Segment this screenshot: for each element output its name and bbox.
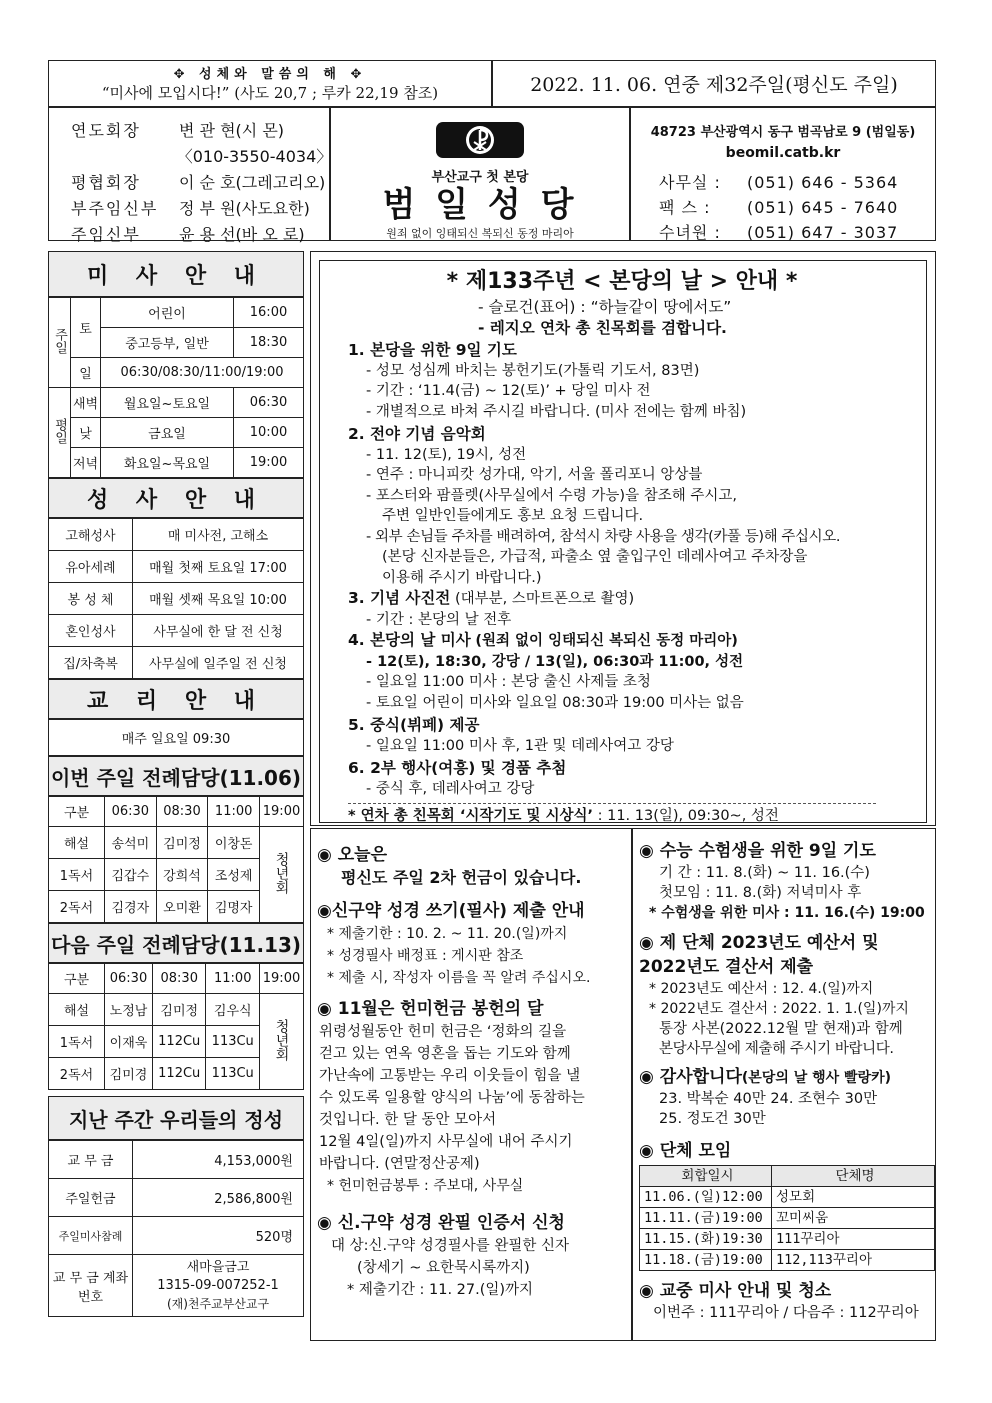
november-title: ◉ 11월은 헌미헌금 봉헌의 달 [317,999,544,1019]
officer-name: 정 부 원(사도요한) [179,199,310,218]
sacraments-table [48,518,304,679]
sacrament-name: 봉 성 체 [49,583,133,615]
account-bank: 새마을금고 [186,1259,250,1275]
weekday-label: 평일 [49,388,71,478]
text-line: 수 있도록 일용할 양식의 나눔’에 동참하는 [319,1090,585,1106]
list-item: - 개별적으로 바쳐 주시길 바랍니다. (미사 전에는 함께 바침) [366,403,747,420]
left-column [48,251,304,1341]
patron-label: 원죄 없이 잉태되신 복되신 동정 마리아 [386,227,574,240]
officer-role [71,144,177,170]
role: 2독서 [49,891,105,923]
notices-right [632,828,936,1341]
account-holder: (재)천주교부산교구 [166,1296,270,1311]
section-title: 2. 전야 기념 음악회 [348,425,486,443]
th: 구분 [49,797,105,827]
officer-role: 연도회장 [71,121,141,140]
sacraments-title: 성 사 안 내 [48,478,304,518]
th: 08:30 [152,964,206,994]
table-row [640,1229,935,1250]
table-row [640,1208,935,1229]
th: 회합일시 [640,1166,772,1187]
officer-role: 평협회장 [71,173,141,192]
mass-desc: 중고등부, 일반 [101,328,234,358]
certificate-title: ◉ 신.구약 성경 완필 인증서 신청 [317,1213,565,1233]
clean-title: ◉ 교중 미사 안내 및 청소 [639,1281,832,1301]
person: 김경자 [105,891,157,923]
officer-role: 주임신부 [71,225,141,244]
date-title-text: 2022. 11. 06. 연중 제32주일(평신도 주일) [530,74,898,96]
officer-row [71,196,329,222]
role: 2독서 [49,1058,105,1090]
group-name: 111꾸리아 [772,1229,935,1250]
legio-note: - 레지오 연차 총 친목회를 겸합니다. [478,318,727,337]
section-3: 3. 기념 사진전 (대부분, 스마트폰으로 촬영) [348,589,635,607]
sacrament-name: 집/차축복 [49,647,133,679]
person: 김미경 [105,1058,153,1090]
list-item: - 11. 12(토), 19시, 성전 [366,446,527,463]
phone-label: 팩 스 : [659,198,711,217]
person: 노정남 [105,994,153,1026]
sacrament-desc: 사무실에 일주일 전 신청 [133,647,304,679]
mass-desc: 금요일 [101,418,234,448]
address: 48723 부산광역시 동구 범곡남로 9 (범일동) [650,125,916,140]
website: beomil.catb.kr [725,145,841,161]
budget-item: * 2022년도 결산서 : 2022. 1. 1.(일)까지 [649,1001,909,1017]
group-date: 11.11.(금)19:00 [640,1208,772,1229]
date-title [492,60,936,107]
section-4: 4. 본당의 날 미사 (원죄 없이 잉태되신 복되신 동정 마리아) [348,631,738,649]
text-line: 바랍니다. (연말정산공제) [319,1156,480,1172]
th: 11:00 [208,797,260,827]
officer-name: 윤 용 선(바 오 로) [179,225,305,244]
officer-row [71,170,329,196]
phone-number: (051) 646 - 5364 [747,173,899,192]
contact-box [630,107,936,241]
officer-role: 부주임신부 [71,199,159,218]
offering-value: 520명 [133,1217,304,1255]
phone-label: 수녀원 : [659,223,721,242]
divider [348,803,876,804]
th: 구분 [49,964,105,994]
mass-desc: 06:30/08:30/11:00/19:00 [101,358,304,388]
th: 19:00 [260,964,304,994]
mass-day: 일 [71,358,101,388]
budget-item: * 2023년도 예산서 : 12. 4.(일)까지 [649,981,874,997]
today-title: ◉ 오늘은 [317,845,388,865]
church-logo-box [330,107,630,241]
church-name: 범 일 성 당 [382,185,578,225]
text-line: 것입니다. 한 달 동안 모아서 [319,1112,497,1128]
mass-desc: 월요일~토요일 [101,388,234,418]
person: 김갑수 [105,859,157,891]
role: 1독서 [49,1026,105,1058]
group-cell: 청년회 [260,827,304,923]
mass-day: 새벽 [71,388,101,418]
list-item: - 외부 손님들 주차를 배려하여, 참석시 차량 사용을 생각(카풀 등)해 주십시오. [366,528,841,545]
table-row [640,1250,935,1271]
th: 06:30 [105,797,157,827]
bible-item: * 성경필사 배정표 : 게시판 참조 [327,948,524,964]
group-name: 성모회 [772,1187,935,1208]
person: 이재욱 [105,1026,153,1058]
text-line: 12월 4일(일)까지 사무실에 내어 주시기 [319,1134,573,1150]
motto-box [48,60,492,107]
text-line: 걷고 있는 연옥 영혼을 돕는 기도와 함께 [319,1046,571,1062]
person: 조성제 [208,859,260,891]
officer-row [71,118,329,144]
mass-day: 토 [71,298,101,358]
sacrament-name: 혼인성사 [49,615,133,647]
doctrine-title: 교 리 안 내 [48,679,304,719]
thanks-item: 23. 박복순 40만 24. 조현수 30만 [659,1091,878,1107]
liturgy-next-table [48,963,304,1090]
bible-title: ◉신구약 성경 쓰기(필사) 제출 안내 [317,901,585,921]
list-item: - 포스터와 팜플렛(사무실에서 수령 가능)을 참조해 주시고, [366,487,737,504]
november-text [317,1021,625,1175]
person: 112Cu [152,1026,206,1058]
budget-item: 본당사무실에 제출해 주시기 바랍니다. [659,1041,894,1057]
officer-name: 이 순 호(그레고리오) [179,173,326,192]
exam-item: 기 간 : 11. 8.(화) ~ 11. 16.(수) [659,865,870,881]
officer-row [71,144,333,170]
section-title: 1. 본당을 위한 9일 기도 [348,341,517,359]
th: 06:30 [105,964,153,994]
person: 113Cu [206,1026,260,1058]
sacrament-desc: 사무실에 한 달 전 신청 [133,615,304,647]
list-item: - 12(토), 18:30, 강당 / 13(일), 06:30과 11:00, 성전 [366,653,744,670]
list-item: - 일요일 11:00 미사 후, 1관 및 데레사여고 강당 [366,737,674,754]
liturgy-this-title: 이번 주일 전례담당(11.06) [48,756,304,796]
diocese-label: 부산교구 첫 본당 [431,170,529,185]
person: 112Cu [152,1058,206,1090]
list-item: 이용해 주시기 바랍니다.) [382,569,542,586]
person: 김우식 [206,994,260,1026]
officer-name: 변 관 현(시 몬) [179,121,285,140]
sacrament-name: 유아세례 [49,551,133,583]
bible-item: * 제출 시, 작성자 이름을 꼭 알려 주십시오. [327,970,591,986]
mass-day: 저녁 [71,448,101,478]
mass-time: 10:00 [234,418,304,448]
anniversary-box [310,251,936,826]
list-item: (본당 신자분들은, 가급적, 파출소 옆 출입구인 데레사여고 주차장을 [382,549,808,565]
account-number: 1315-09-007252-1 [157,1277,279,1293]
account-info [133,1255,304,1317]
officers-box [48,107,333,244]
person: 오미환 [156,891,208,923]
list-item: 주변 일반인들에게도 홍보 요청 드립니다. [382,508,644,524]
group-date: 11.06.(일)12:00 [640,1187,772,1208]
thanks-header: ◉ 감사합니다(본당의 날 행사 빨랑카) [639,1067,892,1087]
offering-value: 2,586,800원 [133,1179,304,1217]
doctrine-table [48,719,304,756]
phone-number: (051) 647 - 3037 [747,223,899,242]
certificate-line: 대 상:신.구약 성경필사를 완필한 신자 [331,1238,570,1254]
person: 강희석 [156,859,208,891]
chi-rho-logo-icon [434,120,526,160]
liturgy-next-title: 다음 주일 전례담당(11.13) [48,923,304,963]
mass-guide-title: 미 사 안 내 [48,251,304,297]
liturgy-this-table [48,796,304,923]
officer-row [71,222,329,248]
group-name: 112,113꾸리아 [772,1250,935,1271]
mass-day: 낮 [71,418,101,448]
offerings-table [48,1140,304,1317]
thanks-item: 25. 정도건 30만 [659,1111,766,1127]
slogan: - 슬로건(표어) : “하늘같이 땅에서도” [478,298,732,316]
person: 송석미 [105,827,157,859]
text-line: 가난속에 고통받는 우리 이웃들이 힘을 낼 [319,1068,581,1084]
role: 1독서 [49,859,105,891]
phone-row [631,195,935,220]
mass-desc: 어린이 [101,298,234,328]
phone-number: (051) 645 - 7640 [747,198,899,217]
group-date: 11.15.(화)19:30 [640,1229,772,1250]
group-name: 꼬미씨움 [772,1208,935,1229]
group-date: 11.18.(금)19:00 [640,1250,772,1271]
mass-table [48,297,304,478]
mass-time: 18:30 [234,328,304,358]
offering-label: 주일헌금 [49,1179,133,1217]
list-item: - 성모 성심께 바치는 봉헌기도(가톨릭 기도서, 83면) [366,362,700,379]
notices-middle [310,828,632,1341]
groups-title: ◉ 단체 모임 [639,1141,732,1161]
offerings-title: 지난 주간 우리들의 정성 [48,1096,304,1140]
offering-label: 교 무 금 [49,1141,133,1179]
mass-time: 06:30 [234,388,304,418]
offering-label: 주일미사참례 [49,1217,133,1255]
clean-text: 이번주 : 111꾸리아 / 다음주 : 112꾸리아 [653,1305,919,1321]
phone-label: 사무실 : [659,173,721,192]
phone-row [631,220,935,245]
th: 11:00 [206,964,260,994]
mass-time: 16:00 [234,298,304,328]
sacrament-desc: 매월 셋째 목요일 10:00 [133,583,304,615]
th: 08:30 [156,797,208,827]
group-cell: 청년회 [260,994,304,1090]
text-line: 위령성월동안 헌미 헌금은 ‘정화의 길을 [319,1024,567,1040]
anniversary-title: * 제133주년 < 본당의 날 > 안내 * [446,269,798,294]
list-item: - 일요일 11:00 미사 : 본당 출신 사제들 초청 [366,674,651,690]
doctrine-time: 매주 일요일 09:30 [49,720,304,756]
list-item: - 기간 : ‘11.4(금) ~ 12(토)’ + 당일 미사 전 [366,383,651,399]
person: 김미정 [156,827,208,859]
bible-item: * 제출기한 : 10. 2. ~ 11. 20.(일)까지 [327,926,568,942]
list-item: - 연주 : 마니피캇 성가대, 악기, 서울 폴리포니 앙상블 [366,467,703,483]
person: 113Cu [206,1058,260,1090]
november-bullet: * 헌미헌금봉투 : 주보대, 사무실 [327,1178,524,1194]
today-text: 평신도 주일 2차 헌금이 있습니다. [341,868,582,887]
anniversary-footer: * 연차 총 친목회 ‘시작기도 및 시상식’ : 11. 13(일), 09:30~, 성전 [348,808,779,824]
th: 19:00 [260,797,304,827]
sunday-label: 주일 [49,298,71,388]
exam-title: ◉ 수능 수험생을 위한 9일 기도 [639,841,876,861]
person: 김미정 [152,994,206,1026]
exam-item: 첫모임 : 11. 8.(화) 저녁미사 후 [659,885,862,901]
sacrament-name: 고해성사 [49,519,133,551]
role: 해설 [49,827,105,859]
budget-item: 통장 사본(2022.12월 말 현재)과 함께 [659,1021,903,1037]
account-label: 교 무 금 계좌번호 [49,1255,133,1317]
motto-line1: ✥ 성체와 말씀의 해 ✥ [173,67,367,82]
list-item: - 토요일 어린이 미사와 일요일 08:30과 19:00 미사는 없음 [366,694,744,711]
sacrament-desc: 매 미사전, 고해소 [133,519,304,551]
budget-title: ◉ 제 단체 2023년도 예산서 및 2022년도 결산서 제출 [639,933,879,977]
section-title: 6. 2부 행사(여흥) 및 경품 추첨 [348,759,567,777]
exam-mass: * 수험생을 위한 미사 : 11. 16.(수) 19:00 [649,905,925,921]
section-title: 5. 중식(뷔페) 제공 [348,716,480,734]
officer-phone: 〈010-3550-4034〉 [176,147,333,166]
offering-value: 4,153,000원 [133,1141,304,1179]
list-item: - 기간 : 본당의 날 전후 [366,611,512,628]
list-item: - 중식 후, 데레사여고 강당 [366,780,535,797]
role: 해설 [49,994,105,1026]
phone-row [631,170,935,195]
person: 이창돈 [208,827,260,859]
person: 김명자 [208,891,260,923]
mass-desc: 화요일~목요일 [101,448,234,478]
motto-line2: “미사에 모입시다!” (사도 20,7 ; 루카 22,19 참조) [101,84,439,102]
certificate-line: (창세기 ~ 요한묵시록까지) [357,1260,530,1276]
mass-time: 19:00 [234,448,304,478]
sacrament-desc: 매월 첫째 토요일 17:00 [133,551,304,583]
th: 단체명 [772,1166,935,1187]
groups-table [639,1165,935,1271]
table-row [640,1187,935,1208]
certificate-line: * 제출기간 : 11. 27.(일)까지 [347,1282,534,1298]
